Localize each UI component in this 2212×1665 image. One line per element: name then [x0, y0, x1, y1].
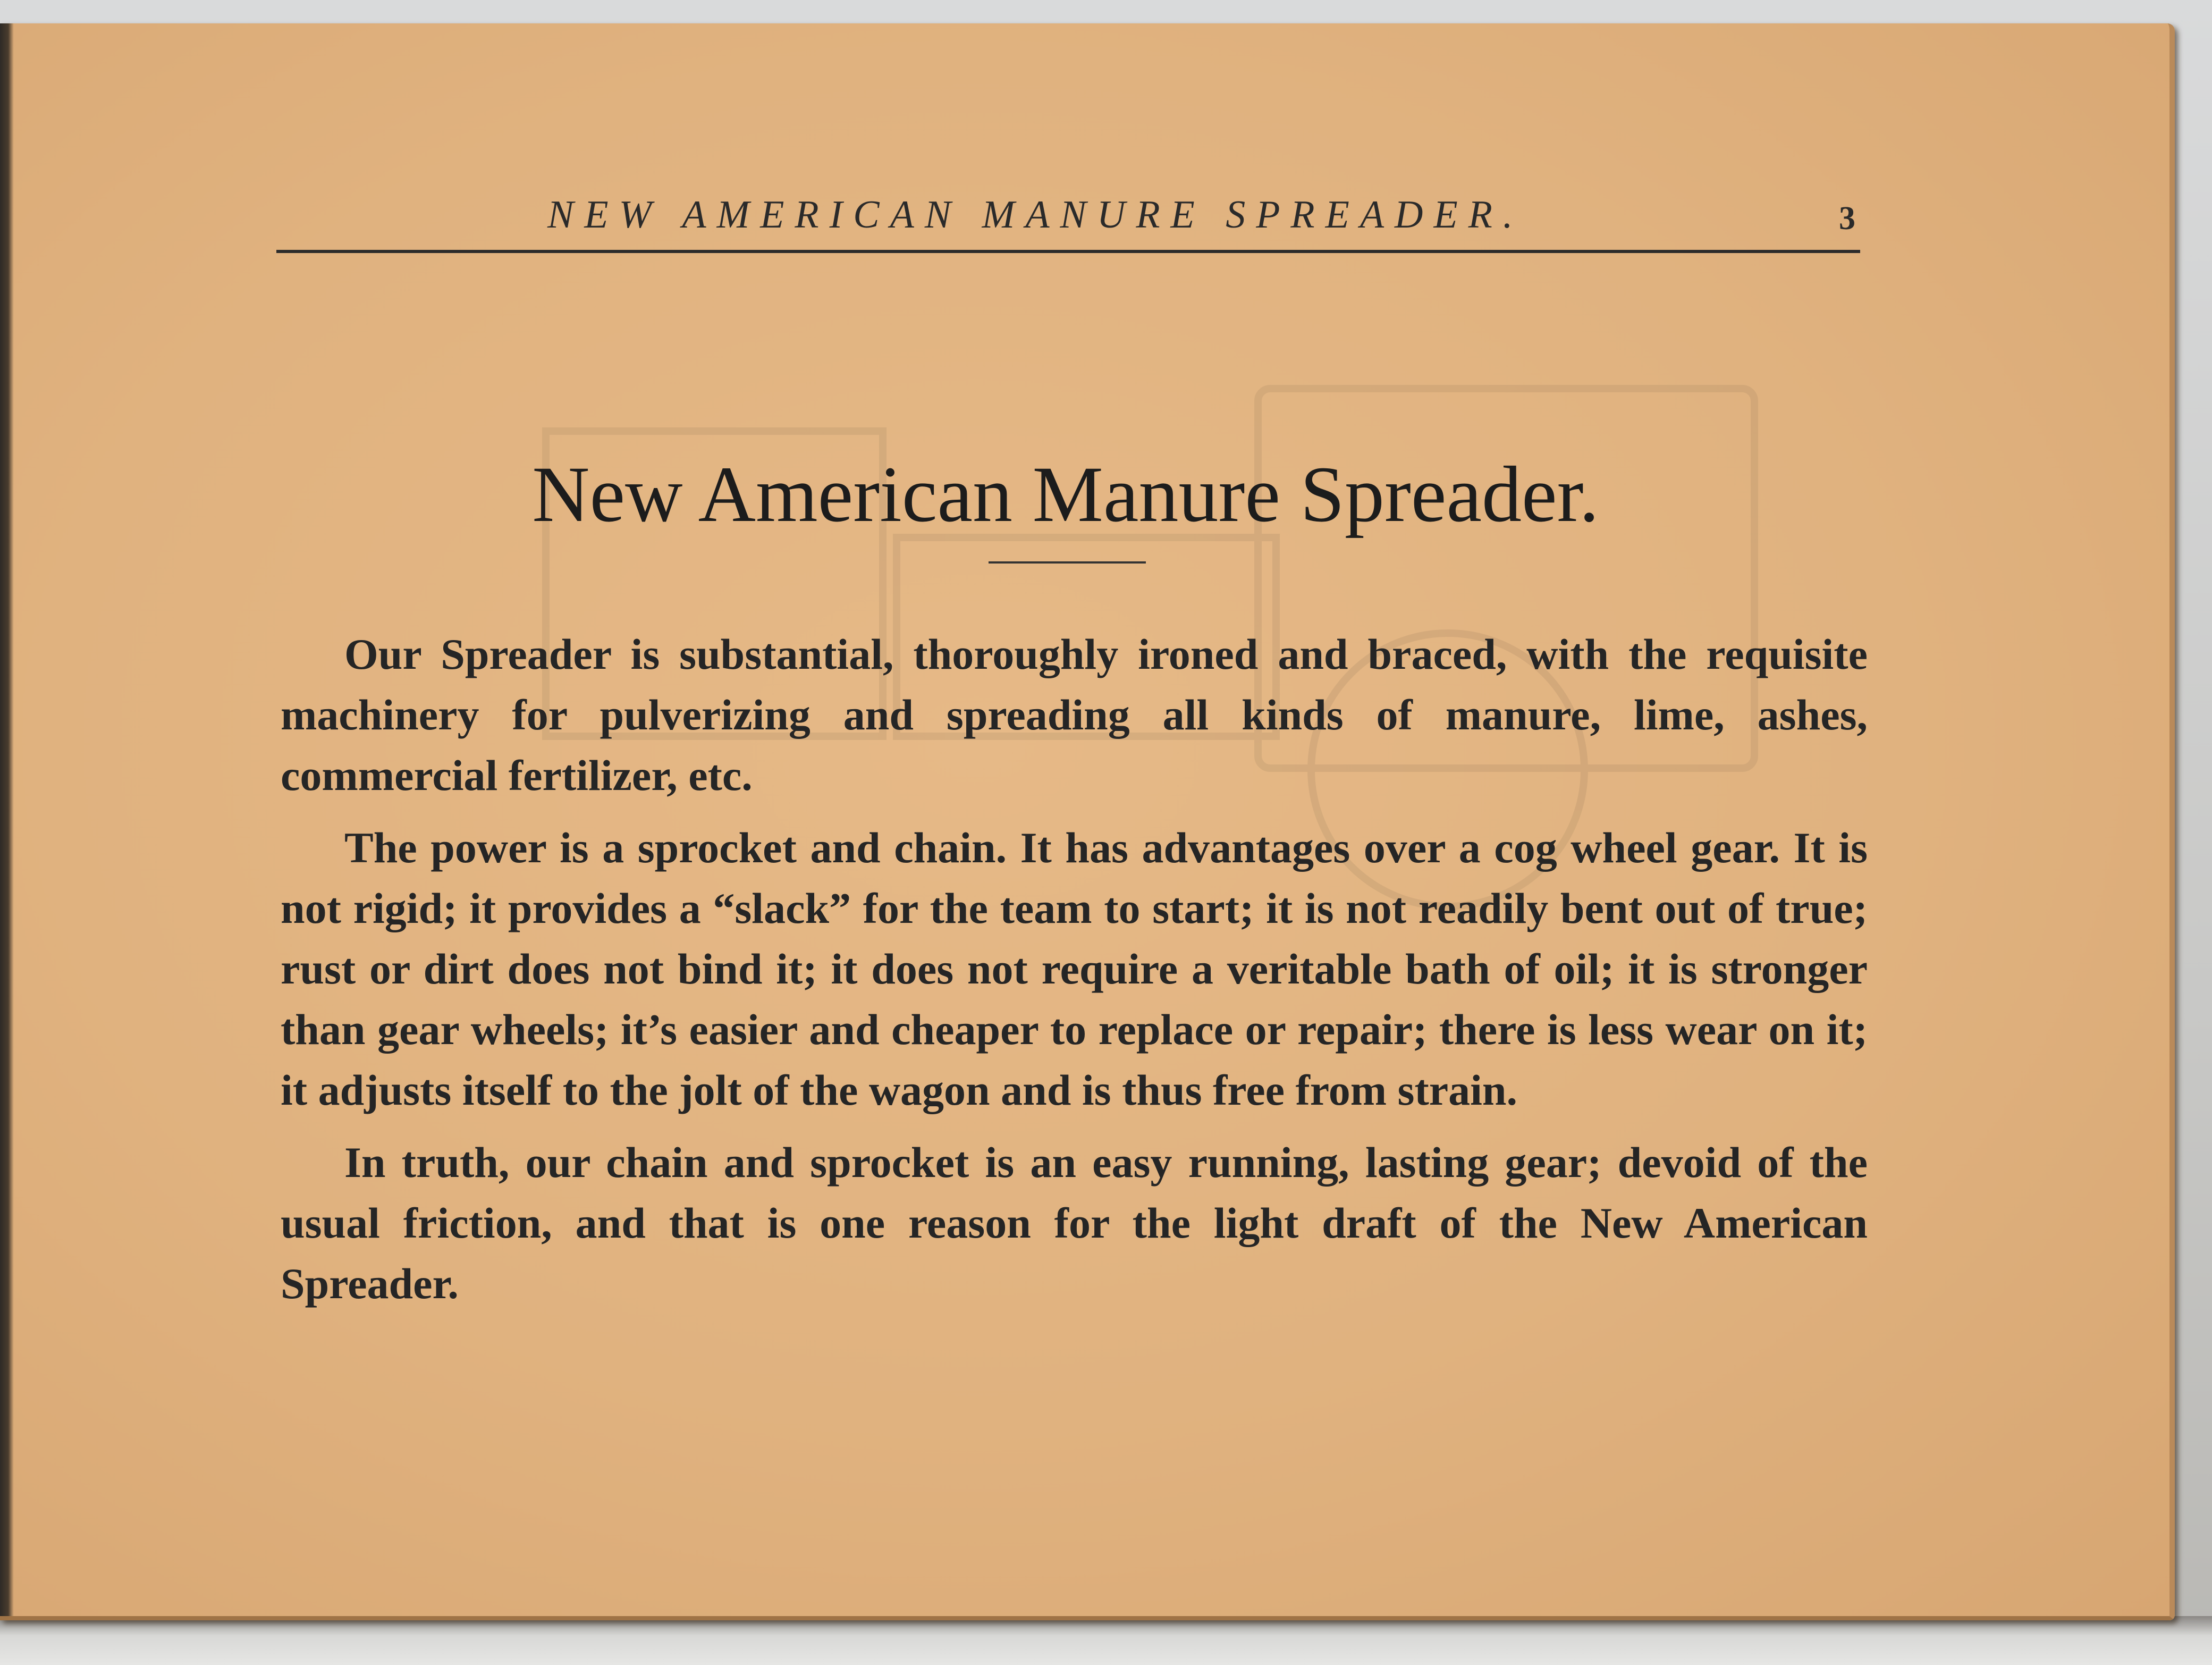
- header-rule: [276, 250, 1860, 253]
- paragraph-2: The power is a sprocket and chain. It has advantages over a cog wheel gear. It is not rigid; it provides a “slack” for the team to start; it is not readily bent out of true; rust or dirt does not bind it; it does not require a veritable bath of oil; it is stronger than gear wheels; it’s easier and cheaper to replace or repair; there is less wear on it; it adjusts itself to the jolt of the wagon and is thus free from strain.: [281, 823, 1868, 1114]
- page-binding-edge: [0, 23, 14, 1616]
- paragraph-3: In truth, our chain and sprocket is an easy running, lasting gear; devoid of the usual friction, and that is one reason for the light draft of the New American Spreader.: [281, 1138, 1868, 1308]
- running-head: NEW AMERICAN MANURE SPREADER.: [547, 193, 1524, 237]
- page-number: 3: [1839, 200, 1855, 237]
- title-rule: [989, 561, 1146, 564]
- page-title: New American Manure Spreader.: [532, 450, 1599, 539]
- paragraph-1: Our Spreader is substantial, thoroughly ironed and braced, with the requisite machinery for pulverizing and spreading all kinds of manure, lime, ashes, commercial fertilizer, etc.: [281, 630, 1868, 800]
- book-page: [0, 23, 2175, 1620]
- scanner-bottom-strip: [0, 1616, 2212, 1665]
- body-text: [281, 624, 1868, 1326]
